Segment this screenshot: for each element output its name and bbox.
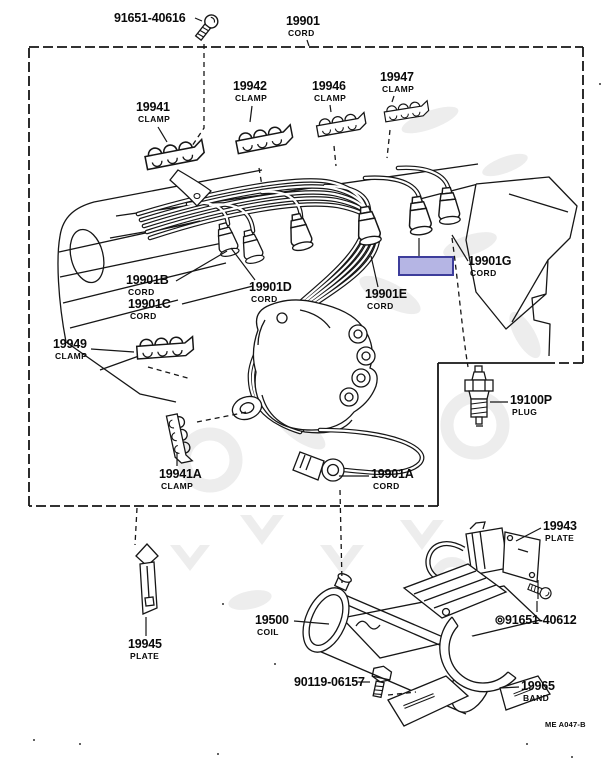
part-number: 19901A (371, 467, 414, 481)
part-label-90119-06157[interactable] (294, 676, 365, 689)
part-label-19965[interactable] (521, 680, 555, 702)
part-label-19901[interactable] (286, 15, 320, 37)
part-label-19901E[interactable] (365, 288, 407, 310)
part-subname: COIL (257, 626, 279, 637)
part-label-19943[interactable] (543, 520, 577, 542)
part-label-19100P[interactable] (510, 394, 552, 416)
part-number: 19901C (128, 297, 171, 311)
part-subname: CORD (367, 300, 394, 311)
part-label-19901A[interactable] (371, 468, 414, 490)
part-label-19901D[interactable] (249, 281, 292, 303)
part-number: 19500 (255, 613, 289, 627)
part-subname: CORD (251, 293, 278, 304)
part-number: 19949 (53, 337, 87, 351)
part-subname: CLAMP (314, 92, 347, 103)
part-subname: PLATE (130, 650, 160, 661)
part-subname: BAND (523, 692, 550, 703)
part-number: 91651-40612 (505, 613, 577, 627)
part-subname: CORD (470, 267, 497, 278)
part-subname: CLAMP (161, 480, 194, 491)
part-subname: CLAMP (55, 350, 88, 361)
part-subname: CLAMP (382, 83, 415, 94)
part-number: 19901 (286, 14, 320, 28)
part-label-19901G[interactable] (468, 255, 511, 277)
part-subname: CORD (373, 480, 400, 491)
part-label-19941[interactable] (136, 101, 170, 123)
part-label-19901B[interactable] (126, 274, 169, 296)
part-number: 19901G (468, 254, 512, 268)
part-number: 19901D (249, 280, 292, 294)
part-number: 19942 (233, 79, 267, 93)
part-number: 19943 (543, 519, 577, 533)
part-number: 19947 (380, 70, 414, 84)
part-label-91651-40616[interactable] (114, 12, 185, 25)
part-number: 19941A (159, 467, 202, 481)
part-subname: CORD (130, 310, 157, 321)
part-number: 90119-06157 (294, 675, 365, 689)
part-subname: PLUG (512, 406, 538, 417)
part-number: 19901B (126, 273, 169, 287)
figure-code: ME A047-B (545, 720, 586, 729)
part-number: 19100P (510, 393, 552, 407)
part-label-19945[interactable] (128, 638, 162, 660)
part-subname: CLAMP (235, 92, 268, 103)
part-label-19500[interactable] (255, 614, 289, 636)
part-label-19901C[interactable] (128, 298, 171, 320)
part-number: 19941 (136, 100, 170, 114)
part-subname: CLAMP (138, 113, 171, 124)
part-number: 19901E (365, 287, 407, 301)
part-label-19946[interactable] (312, 80, 346, 102)
part-label-19941A[interactable] (159, 468, 202, 490)
highlighted-part-overlay[interactable] (398, 256, 454, 276)
part-number: 91651-40616 (114, 11, 186, 25)
part-subname: CORD (288, 27, 315, 38)
part-number: 19946 (312, 79, 346, 93)
part-number: 19945 (128, 637, 162, 651)
part-label-91651-40612[interactable] (505, 614, 576, 627)
part-label-19947[interactable] (380, 71, 414, 93)
part-subname: PLATE (545, 532, 575, 543)
part-subname: CORD (128, 286, 155, 297)
part-label-19942[interactable] (233, 80, 267, 102)
part-label-19949[interactable] (53, 338, 87, 360)
part-number: 19965 (521, 679, 555, 693)
